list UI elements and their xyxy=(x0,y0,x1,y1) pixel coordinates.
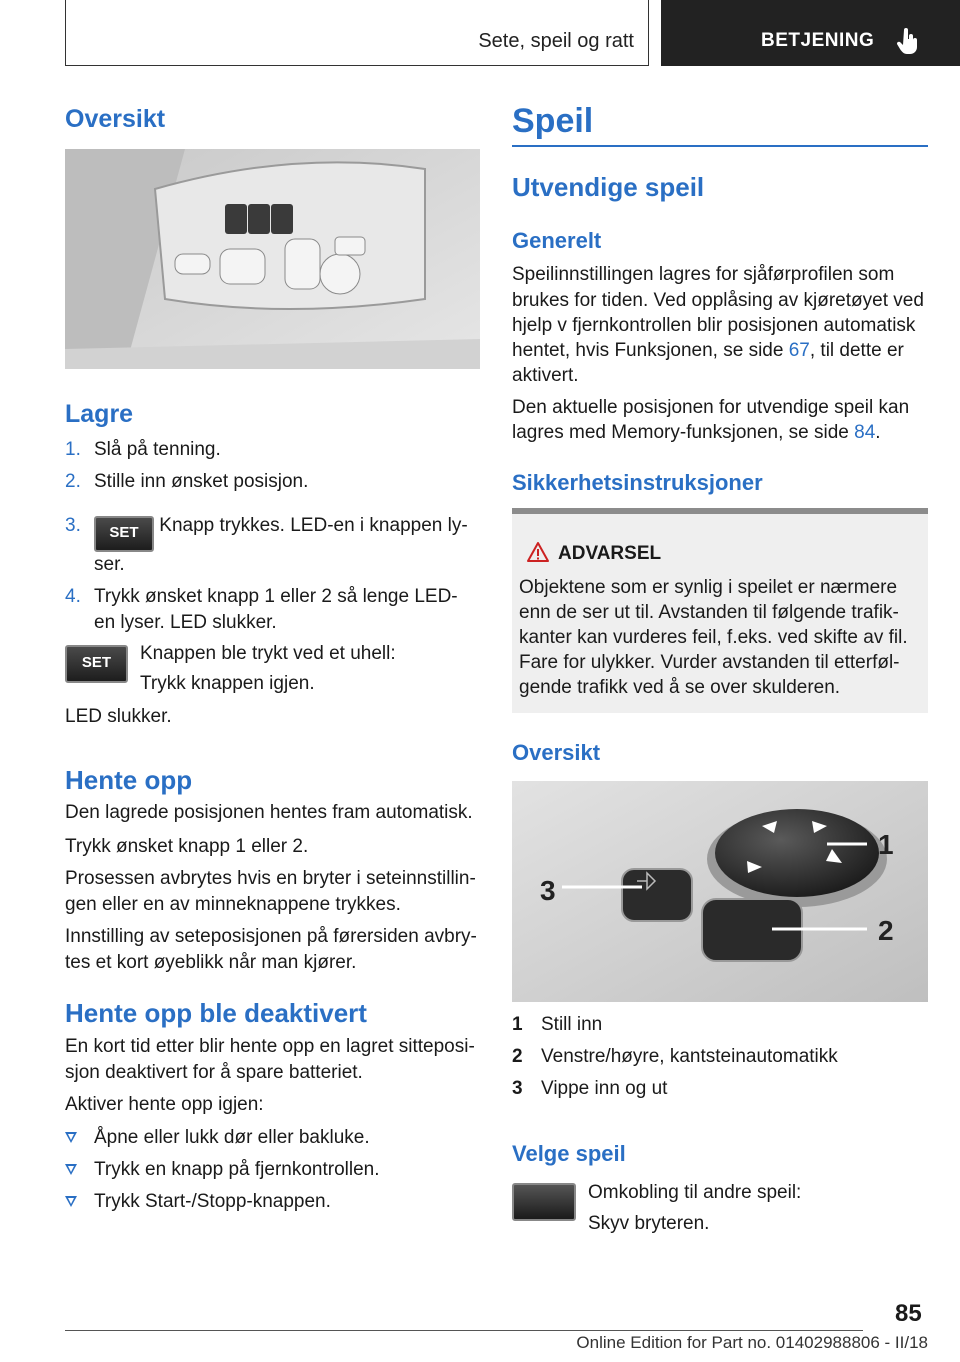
warning-text: Fare for ulykker. Vurder avstanden til etterføl- xyxy=(519,652,900,673)
paragraph: gen eller en av minneknappene trykkes. xyxy=(65,894,401,915)
step-number: 2. xyxy=(65,471,81,492)
legend-item xyxy=(512,1078,928,1110)
chapter-title: BETJENING xyxy=(761,30,875,51)
note-text: Trykk knappen igjen. xyxy=(140,673,315,694)
paragraph-text: , til dette er xyxy=(809,340,904,361)
callout-2: 2 xyxy=(878,915,894,946)
bullet-triangle-icon xyxy=(65,1196,77,1207)
paragraph: Skyv bryteren. xyxy=(588,1213,710,1234)
list-item xyxy=(65,469,480,495)
mirror-switch-photo xyxy=(512,781,928,1002)
set-button-image: SET xyxy=(94,516,154,552)
paragraph: En kort tid etter blir hente opp en lagret sitteposi- xyxy=(65,1036,475,1057)
step-text: Stille inn ønsket posisjon. xyxy=(94,471,309,492)
paragraph: aktivert. xyxy=(512,365,579,386)
list-item xyxy=(65,1157,480,1183)
warning-text: gende trafikk ved å se over skulderen. xyxy=(519,677,841,698)
step-text-cont: en lyser. LED slukker. xyxy=(94,612,277,633)
legend-number: 2 xyxy=(512,1046,523,1067)
list-item xyxy=(65,437,480,463)
legend-number: 1 xyxy=(512,1014,523,1035)
list-item-text: Trykk Start-/Stopp-knappen. xyxy=(94,1191,331,1212)
bullet-triangle-icon xyxy=(65,1132,77,1143)
chapter-tab xyxy=(661,0,960,66)
speil-heading: Speil xyxy=(512,102,594,140)
legend-number: 3 xyxy=(512,1078,523,1099)
paragraph: sjon deaktivert for å spare batteriet. xyxy=(65,1062,363,1083)
paragraph-text: lagres med Memory-funksjonen, se side xyxy=(512,422,855,443)
paragraph: hjelp v fjernkontrollen blir posisjonen automatisk xyxy=(512,315,916,336)
velge-speil-heading: Velge speil xyxy=(512,1141,626,1166)
paragraph: Prosessen avbrytes hvis en bryter i seteinnstillin- xyxy=(65,868,476,889)
warning-triangle-icon xyxy=(526,541,550,563)
lagre-heading: Lagre xyxy=(65,400,134,428)
section-title: Sete, speil og ratt xyxy=(478,30,634,52)
paragraph-text: hentet, hvis Funksjonen, se side xyxy=(512,340,789,361)
mirror-selector-switch-image xyxy=(512,1183,576,1221)
list-item xyxy=(65,513,480,578)
legend-item xyxy=(512,1014,928,1046)
warning-title: ADVARSEL xyxy=(558,543,662,564)
paragraph xyxy=(512,420,881,446)
page-link[interactable]: 67 xyxy=(788,340,810,361)
legend-item xyxy=(512,1046,928,1078)
warning-text: kanter kan vurderes feil, f.eks. ved skifte av fil. xyxy=(519,627,908,648)
step-number: 3. xyxy=(65,515,81,536)
warning-text: Objektene som er synlig i speilet er nærmere xyxy=(519,577,898,598)
paragraph: Den lagrede posisjonen hentes fram automatisk. xyxy=(65,802,473,823)
paragraph: brukes for tiden. Ved opplåsing av kjøretøyet ved xyxy=(512,290,924,311)
footer-rule xyxy=(65,1330,863,1331)
callout-1: 1 xyxy=(878,829,894,860)
step-number: 4. xyxy=(65,586,81,607)
paragraph: Den aktuelle posisjonen for utvendige speil kan xyxy=(512,397,910,418)
step-text: Slå på tenning. xyxy=(94,439,221,460)
note-text: Knappen ble trykt ved et uhell: xyxy=(140,643,396,664)
paragraph xyxy=(512,338,904,364)
callout-3: 3 xyxy=(540,875,556,906)
hand-pointer-icon xyxy=(897,28,919,54)
set-button-image: SET xyxy=(65,645,128,683)
section-tab xyxy=(65,0,649,66)
step-text: Knapp trykkes. LED-en i knappen ly- xyxy=(154,515,468,536)
legend-text: Still inn xyxy=(541,1014,603,1035)
paragraph: Omkobling til andre speil: xyxy=(588,1182,802,1203)
oversikt-heading: Oversikt xyxy=(65,105,166,133)
paragraph-text: . xyxy=(875,422,881,443)
lagre-steps-list xyxy=(65,437,480,636)
led-off-text: LED slukker. xyxy=(65,706,172,727)
list-item-text: Trykk en knapp på fjernkontrollen. xyxy=(94,1159,380,1180)
oversikt-heading: Oversikt xyxy=(512,740,601,765)
utvendige-speil-heading: Utvendige speil xyxy=(512,172,705,202)
bullet-triangle-icon xyxy=(65,1164,77,1175)
seat-memory-buttons-photo xyxy=(65,149,480,369)
reactivate-list xyxy=(65,1125,480,1215)
legend-text: Vippe inn og ut xyxy=(541,1078,668,1099)
warning-box xyxy=(512,508,928,713)
list-item xyxy=(65,584,480,636)
paragraph: Aktiver hente opp igjen: xyxy=(65,1094,264,1115)
paragraph: tes et kort øyeblikk når man kjører. xyxy=(65,952,357,973)
step-number: 1. xyxy=(65,439,81,460)
hente-opp-heading: Hente opp xyxy=(65,765,193,795)
page-link[interactable]: 84 xyxy=(854,422,876,443)
list-item xyxy=(65,1189,480,1215)
legend-text: Venstre/høyre, kantsteinautomatikk xyxy=(541,1046,838,1067)
page-number: 85 xyxy=(895,1300,922,1327)
generelt-heading: Generelt xyxy=(512,228,602,253)
list-item-text: Åpne eller lukk dør eller bakluke. xyxy=(94,1127,370,1148)
paragraph: Trykk ønsket knapp 1 eller 2. xyxy=(65,836,309,857)
warning-text: enn de ser ut til. Avstanden til følgende trafik- xyxy=(519,602,899,623)
deaktivert-heading: Hente opp ble deaktivert xyxy=(65,998,367,1028)
page-header xyxy=(65,0,960,66)
heading-rule xyxy=(512,145,928,147)
paragraph: Innstilling av seteposisjonen på førersiden avbry- xyxy=(65,926,477,947)
list-item xyxy=(65,1125,480,1151)
sikkerhet-heading: Sikkerhetsinstruksjoner xyxy=(512,470,763,495)
legend-list xyxy=(512,1014,928,1110)
paragraph: Speilinnstillingen lagres for sjåførprofilen som xyxy=(512,264,895,285)
step-text-cont: ser. xyxy=(94,554,125,575)
edition-text: Online Edition for Part no. 01402988806 - II/18 xyxy=(576,1333,928,1352)
step-text: Trykk ønsket knapp 1 eller 2 så lenge LED- xyxy=(94,586,458,607)
